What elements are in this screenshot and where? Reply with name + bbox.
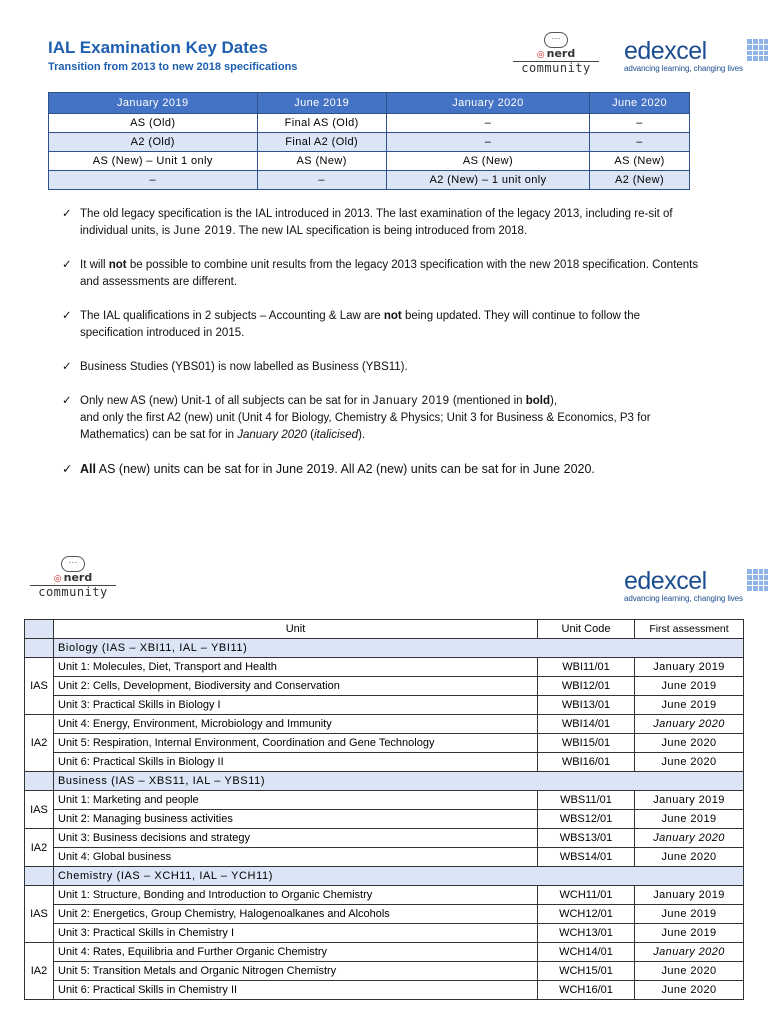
unit-row [25, 734, 744, 753]
note-text: . The new IAL specification is being introduced from 2018. [232, 225, 528, 237]
note-text: being updated. They will continue to follow the specification introduced in 2015. [80, 310, 641, 339]
first-assessment: January 2020 [635, 829, 744, 848]
unit-row [25, 677, 744, 696]
note-text: be possible to combine unit results from the legacy 2013 specification with the new 2018 specification. Contents and assessments are different. [80, 259, 699, 288]
unit-name: Unit 3: Business decisions and strategy [54, 829, 538, 848]
level-cell: IA2 [25, 829, 54, 867]
first-assessment: June 2019 [635, 696, 744, 715]
unit-row [25, 848, 744, 867]
level-cell [25, 867, 54, 886]
note-emphasis: italicised [313, 429, 359, 441]
first-assessment: January 2020 [635, 943, 744, 962]
note-text: Only new AS (new) Unit-1 of all subjects can be sat for in [80, 395, 373, 407]
unit-code: WBI15/01 [538, 734, 635, 753]
level-cell: IA2 [25, 715, 54, 772]
level-cell: IAS [25, 658, 54, 715]
level-cell [25, 772, 54, 791]
key-date-cell: AS (New) [386, 152, 589, 171]
first-assessment: January 2019 [635, 658, 744, 677]
edexcel-grid-icon [747, 39, 768, 61]
unit-code: WBI14/01 [538, 715, 635, 734]
first-assessment: January 2019 [635, 886, 744, 905]
speech-bubble-icon: ··· [544, 32, 568, 48]
unit-name: Unit 6: Practical Skills in Chemistry II [54, 981, 538, 1000]
note-emphasis: bold [525, 395, 550, 407]
first-assessment: June 2020 [635, 981, 744, 1000]
note-text: ), [550, 395, 558, 407]
checkmark-icon: ✓ [62, 310, 72, 322]
first-assessment: June 2019 [635, 905, 744, 924]
key-date-header: January 2020 [386, 93, 589, 114]
level-cell: IA2 [25, 943, 54, 1000]
level-cell: IAS [25, 791, 54, 829]
note-text: ( [306, 429, 314, 441]
subject-row [25, 867, 744, 886]
nerd-logo-word: nerd [63, 571, 93, 584]
unit-row [25, 658, 744, 677]
edexcel-logo [624, 38, 768, 78]
first-assessment: June 2019 [635, 810, 744, 829]
unit-name: Unit 5: Respiration, Internal Environment, Coordination and Gene Technology [54, 734, 538, 753]
first-assessment: June 2020 [635, 753, 744, 772]
unit-code: WCH12/01 [538, 905, 635, 924]
first-assessment: January 2020 [635, 715, 744, 734]
first-assessment: June 2020 [635, 734, 744, 753]
unit-row [25, 905, 744, 924]
community-logo-word: community [513, 61, 599, 75]
key-date-cell: A2 (New) – 1 unit only [386, 171, 589, 190]
edexcel-logo-word: edexcel [624, 567, 707, 595]
unit-code: WCH15/01 [538, 962, 635, 981]
note-emphasis: not [383, 310, 402, 322]
edexcel-logo-word: edexcel [624, 37, 707, 65]
checkmark-icon: ✓ [62, 462, 73, 476]
unit-row [25, 791, 744, 810]
unit-row [25, 924, 744, 943]
note-item [62, 461, 702, 478]
unit-code: WCH11/01 [538, 886, 635, 905]
key-date-row [49, 152, 690, 171]
unit-code: WBI13/01 [538, 696, 635, 715]
note-item [62, 206, 702, 240]
key-date-cell: Final A2 (Old) [257, 133, 386, 152]
first-assessment: June 2020 [635, 962, 744, 981]
unit-name: Unit 5: Transition Metals and Organic Nitrogen Chemistry [54, 962, 538, 981]
key-date-cell: – [590, 114, 690, 133]
page-subtitle: Transition from 2013 to new 2018 specifications [48, 61, 298, 73]
unit-name: Unit 2: Cells, Development, Biodiversity and Conservation [54, 677, 538, 696]
unit-row [25, 943, 744, 962]
unit-name: Unit 1: Structure, Bonding and Introduction to Organic Chemistry [54, 886, 538, 905]
note-item [62, 308, 702, 342]
level-cell [25, 639, 54, 658]
note-item [62, 257, 702, 291]
unit-code: WBI12/01 [538, 677, 635, 696]
first-assessment: June 2020 [635, 848, 744, 867]
page-title: IAL Examination Key Dates [48, 38, 268, 57]
unit-row [25, 696, 744, 715]
unit-code: WBS13/01 [538, 829, 635, 848]
note-emphasis: not [108, 259, 127, 271]
unit-name: Unit 4: Energy, Environment, Microbiology and Immunity [54, 715, 538, 734]
key-date-cell: – [49, 171, 258, 190]
notes-list [62, 206, 702, 478]
key-date-cell: – [386, 114, 589, 133]
key-date-header: June 2020 [590, 93, 690, 114]
checkmark-icon: ✓ [62, 395, 72, 407]
key-date-cell: A2 (Old) [49, 133, 258, 152]
checkmark-icon: ✓ [62, 259, 72, 271]
first-assessment: January 2019 [635, 791, 744, 810]
edexcel-tagline: advancing learning, changing lives [624, 64, 743, 73]
unit-code: WBI16/01 [538, 753, 635, 772]
unit-name: Unit 6: Practical Skills in Biology II [54, 753, 538, 772]
key-date-row [49, 114, 690, 133]
note-text: (mentioned in [449, 395, 526, 407]
first-assessment-header: First assessment [635, 620, 744, 639]
unit-name: Unit 1: Molecules, Diet, Transport and Health [54, 658, 538, 677]
unit-name: Unit 4: Rates, Equilibria and Further Organic Chemistry [54, 943, 538, 962]
key-date-cell: Final AS (Old) [257, 114, 386, 133]
key-dates-table [48, 92, 690, 190]
key-date-cell: – [386, 133, 589, 152]
level-header [25, 620, 54, 639]
unit-name: Unit 3: Practical Skills in Chemistry I [54, 924, 538, 943]
key-date-cell: AS (New) [590, 152, 690, 171]
first-assessment: June 2019 [635, 924, 744, 943]
unit-code: WBS12/01 [538, 810, 635, 829]
target-dot-icon: ◎ [53, 574, 62, 584]
checkmark-icon: ✓ [62, 361, 72, 373]
subject-name: Biology (IAS – XBI11, IAL – YBI11) [54, 639, 744, 658]
note-date: January 2020 [237, 429, 307, 441]
key-date-header: June 2019 [257, 93, 386, 114]
unit-row [25, 981, 744, 1000]
first-assessment: June 2019 [635, 677, 744, 696]
note-emphasis: All [80, 462, 96, 476]
nerd-community-logo [513, 32, 599, 75]
code-header: Unit Code [538, 620, 635, 639]
checkmark-icon: ✓ [62, 208, 72, 220]
note-text: The old legacy specification is the IAL introduced in 2013. The last examination of the legacy 2013, including re-sit of individual units, is [80, 208, 673, 237]
unit-code: WBI11/01 [538, 658, 635, 677]
nerd-community-logo [30, 556, 116, 599]
note-date: January 2019 [372, 395, 450, 407]
unit-code: WBS11/01 [538, 791, 635, 810]
note-text: and only the first A2 (new) unit (Unit 4 for Biology, Chemistry & Physics; Unit 3 for Business & Economics, P3 for Mathematics) can be sat for in [80, 412, 651, 441]
unit-row [25, 829, 744, 848]
unit-name: Unit 2: Managing business activities [54, 810, 538, 829]
subject-row [25, 772, 744, 791]
unit-name: Unit 2: Energetics, Group Chemistry, Halogenoalkanes and Alcohols [54, 905, 538, 924]
key-date-cell: – [590, 133, 690, 152]
note-item [62, 393, 702, 444]
community-logo-word: community [30, 585, 116, 599]
key-date-row [49, 171, 690, 190]
edexcel-logo [624, 568, 768, 608]
key-date-cell: – [257, 171, 386, 190]
unit-name: Unit 3: Practical Skills in Biology I [54, 696, 538, 715]
unit-row [25, 753, 744, 772]
key-date-cell: AS (New) – Unit 1 only [49, 152, 258, 171]
unit-row [25, 715, 744, 734]
speech-bubble-icon: ··· [61, 556, 85, 572]
note-text: ). [358, 429, 366, 441]
unit-row [25, 810, 744, 829]
key-date-row [49, 133, 690, 152]
target-dot-icon: ◎ [536, 50, 545, 60]
edexcel-grid-icon [747, 569, 768, 591]
unit-name: Unit 1: Marketing and people [54, 791, 538, 810]
unit-name: Unit 4: Global business [54, 848, 538, 867]
level-cell: IAS [25, 886, 54, 943]
note-text: Business Studies (YBS01) is now labelled as Business (YBS11). [80, 361, 408, 373]
note-text: AS (new) units can be sat for in June 2019. All A2 (new) units can be sat for in June 2020. [95, 462, 595, 476]
key-date-cell: A2 (New) [590, 171, 690, 190]
unit-code: WCH13/01 [538, 924, 635, 943]
note-text: The IAL qualifications in 2 subjects – Accounting & Law are [80, 310, 384, 322]
subject-row [25, 639, 744, 658]
note-date: June 2019 [173, 225, 233, 237]
unit-header: Unit [54, 620, 538, 639]
unit-row [25, 886, 744, 905]
key-date-cell: AS (Old) [49, 114, 258, 133]
key-date-cell: AS (New) [257, 152, 386, 171]
unit-code: WCH14/01 [538, 943, 635, 962]
units-table [24, 619, 744, 1000]
note-item [62, 359, 702, 376]
unit-code: WBS14/01 [538, 848, 635, 867]
edexcel-tagline: advancing learning, changing lives [624, 594, 743, 603]
unit-code: WCH16/01 [538, 981, 635, 1000]
unit-row [25, 962, 744, 981]
key-date-header: January 2019 [49, 93, 258, 114]
nerd-logo-word: nerd [546, 47, 576, 60]
subject-name: Chemistry (IAS – XCH11, IAL – YCH11) [54, 867, 744, 886]
subject-name: Business (IAS – XBS11, IAL – YBS11) [54, 772, 744, 791]
note-text: It will [80, 259, 109, 271]
